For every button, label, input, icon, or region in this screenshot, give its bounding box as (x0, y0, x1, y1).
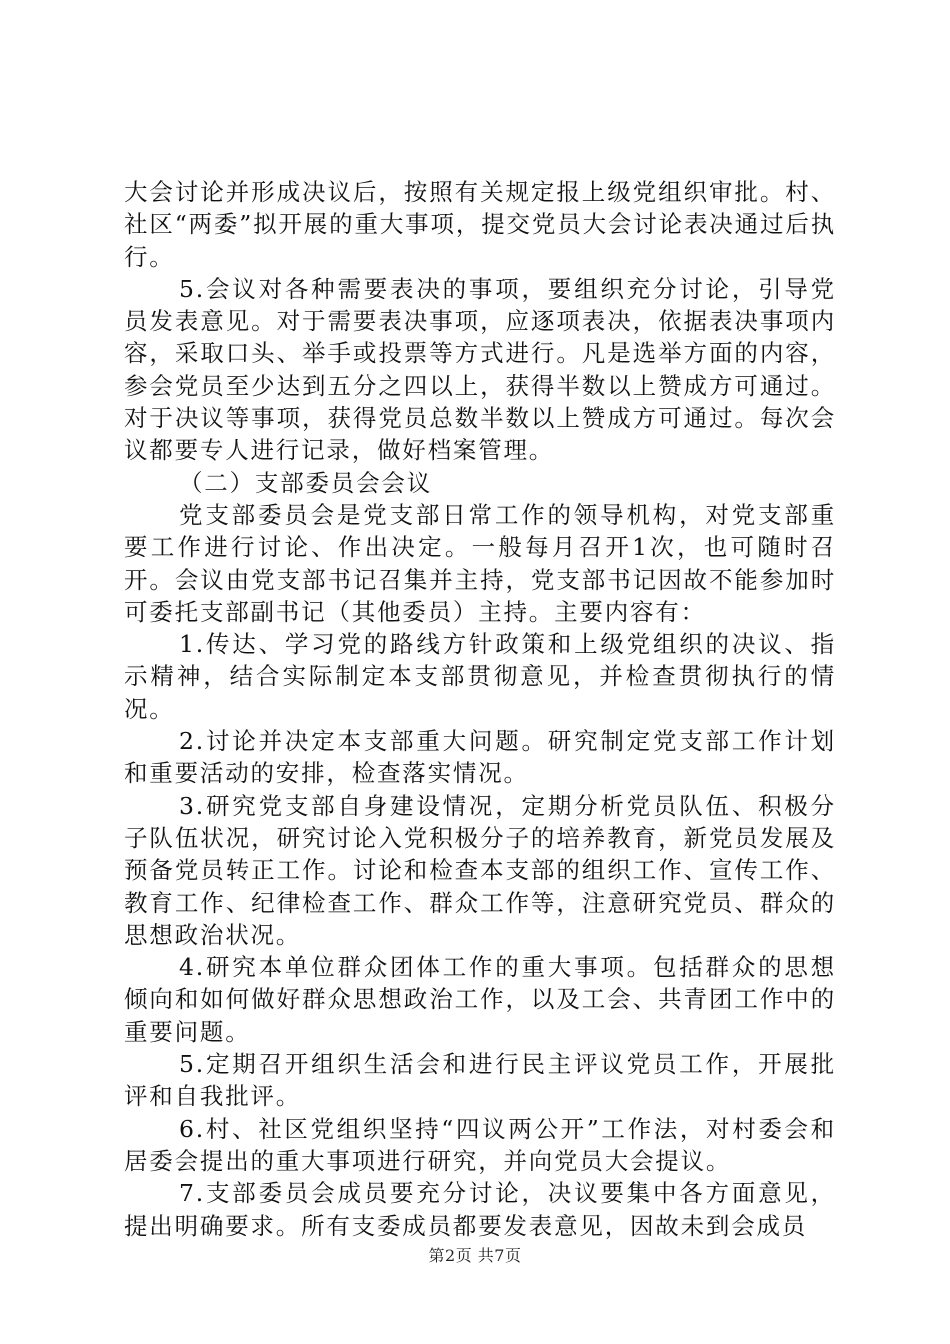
paragraph-item-2: 2.讨论并决定本支部重大问题。研究制定党支部工作计划和重要活动的安排，检查落实情况。 (124, 727, 836, 788)
paragraph-item-6: 6.村、社区党组织坚持“四议两公开”工作法，对村委会和居委会提出的重大事项进行研究，并向党员大会提议。 (124, 1114, 836, 1175)
paragraph-item-4: 4.研究本单位群众团体工作的重大事项。包括群众的思想倾向和如何做好群众思想政治工作，以及工会、共青团工作中的重要问题。 (124, 953, 836, 1046)
section-heading: （二）支部委员会会议 (179, 468, 432, 497)
paragraph-item-7: 7.支部委员会成员要充分讨论，决议要集中各方面意见，提出明确要求。所有支委成员都要发表意见，因故未到会成员 (124, 1179, 836, 1240)
paragraph-item-3: 3.研究党支部自身建设情况，定期分析党员队伍、积极分子队伍状况，研究讨论入党积极分子的培养教育，新党员发展及预备党员转正工作。讨论和检查本支部的组织工作、宣传工作、教育工作、纪律检查工作、群众工作等，注意研究党员、群众的思想政治状况。 (124, 791, 836, 949)
document-body (124, 176, 836, 1242)
paragraph-item-1: 1.传达、学习党的路线方针政策和上级党组织的决议、指示精神，结合实际制定本支部贯彻意见，并检查贯彻执行的情况。 (124, 630, 836, 723)
paragraph-item-5-voting: 5.会议对各种需要表决的事项，要组织充分讨论，引导党员发表意见。对于需要表决事项，应逐项表决，依据表决事项内容，采取口头、举手或投票等方式进行。凡是选举方面的内容，参会党员至少达到五分之四以上，获得半数以上赞成方可通过。对于决议等事项，获得党员总数半数以上赞成方可通过。每次会议都要专人进行记录，做好档案管理。 (124, 274, 836, 465)
page-number-footer: 第2页 共7页 (428, 1246, 522, 1265)
paragraph-item-5: 5.定期召开组织生活会和进行民主评议党员工作，开展批评和自我批评。 (124, 1050, 836, 1111)
paragraph-committee-intro: 党支部委员会是党支部日常工作的领导机构，对党支部重要工作进行讨论、作出决定。一般每月召开1次，也可随时召开。会议由党支部书记召集并主持，党支部书记因故不能参加时可委托支部副书记（其他委员）主持。主要内容有： (124, 500, 836, 626)
paragraph-continuation: 大会讨论并形成决议后，按照有关规定报上级党组织审批。村、社区“两委”拟开展的重大事项，提交党员大会讨论表决通过后执行。 (124, 178, 836, 271)
